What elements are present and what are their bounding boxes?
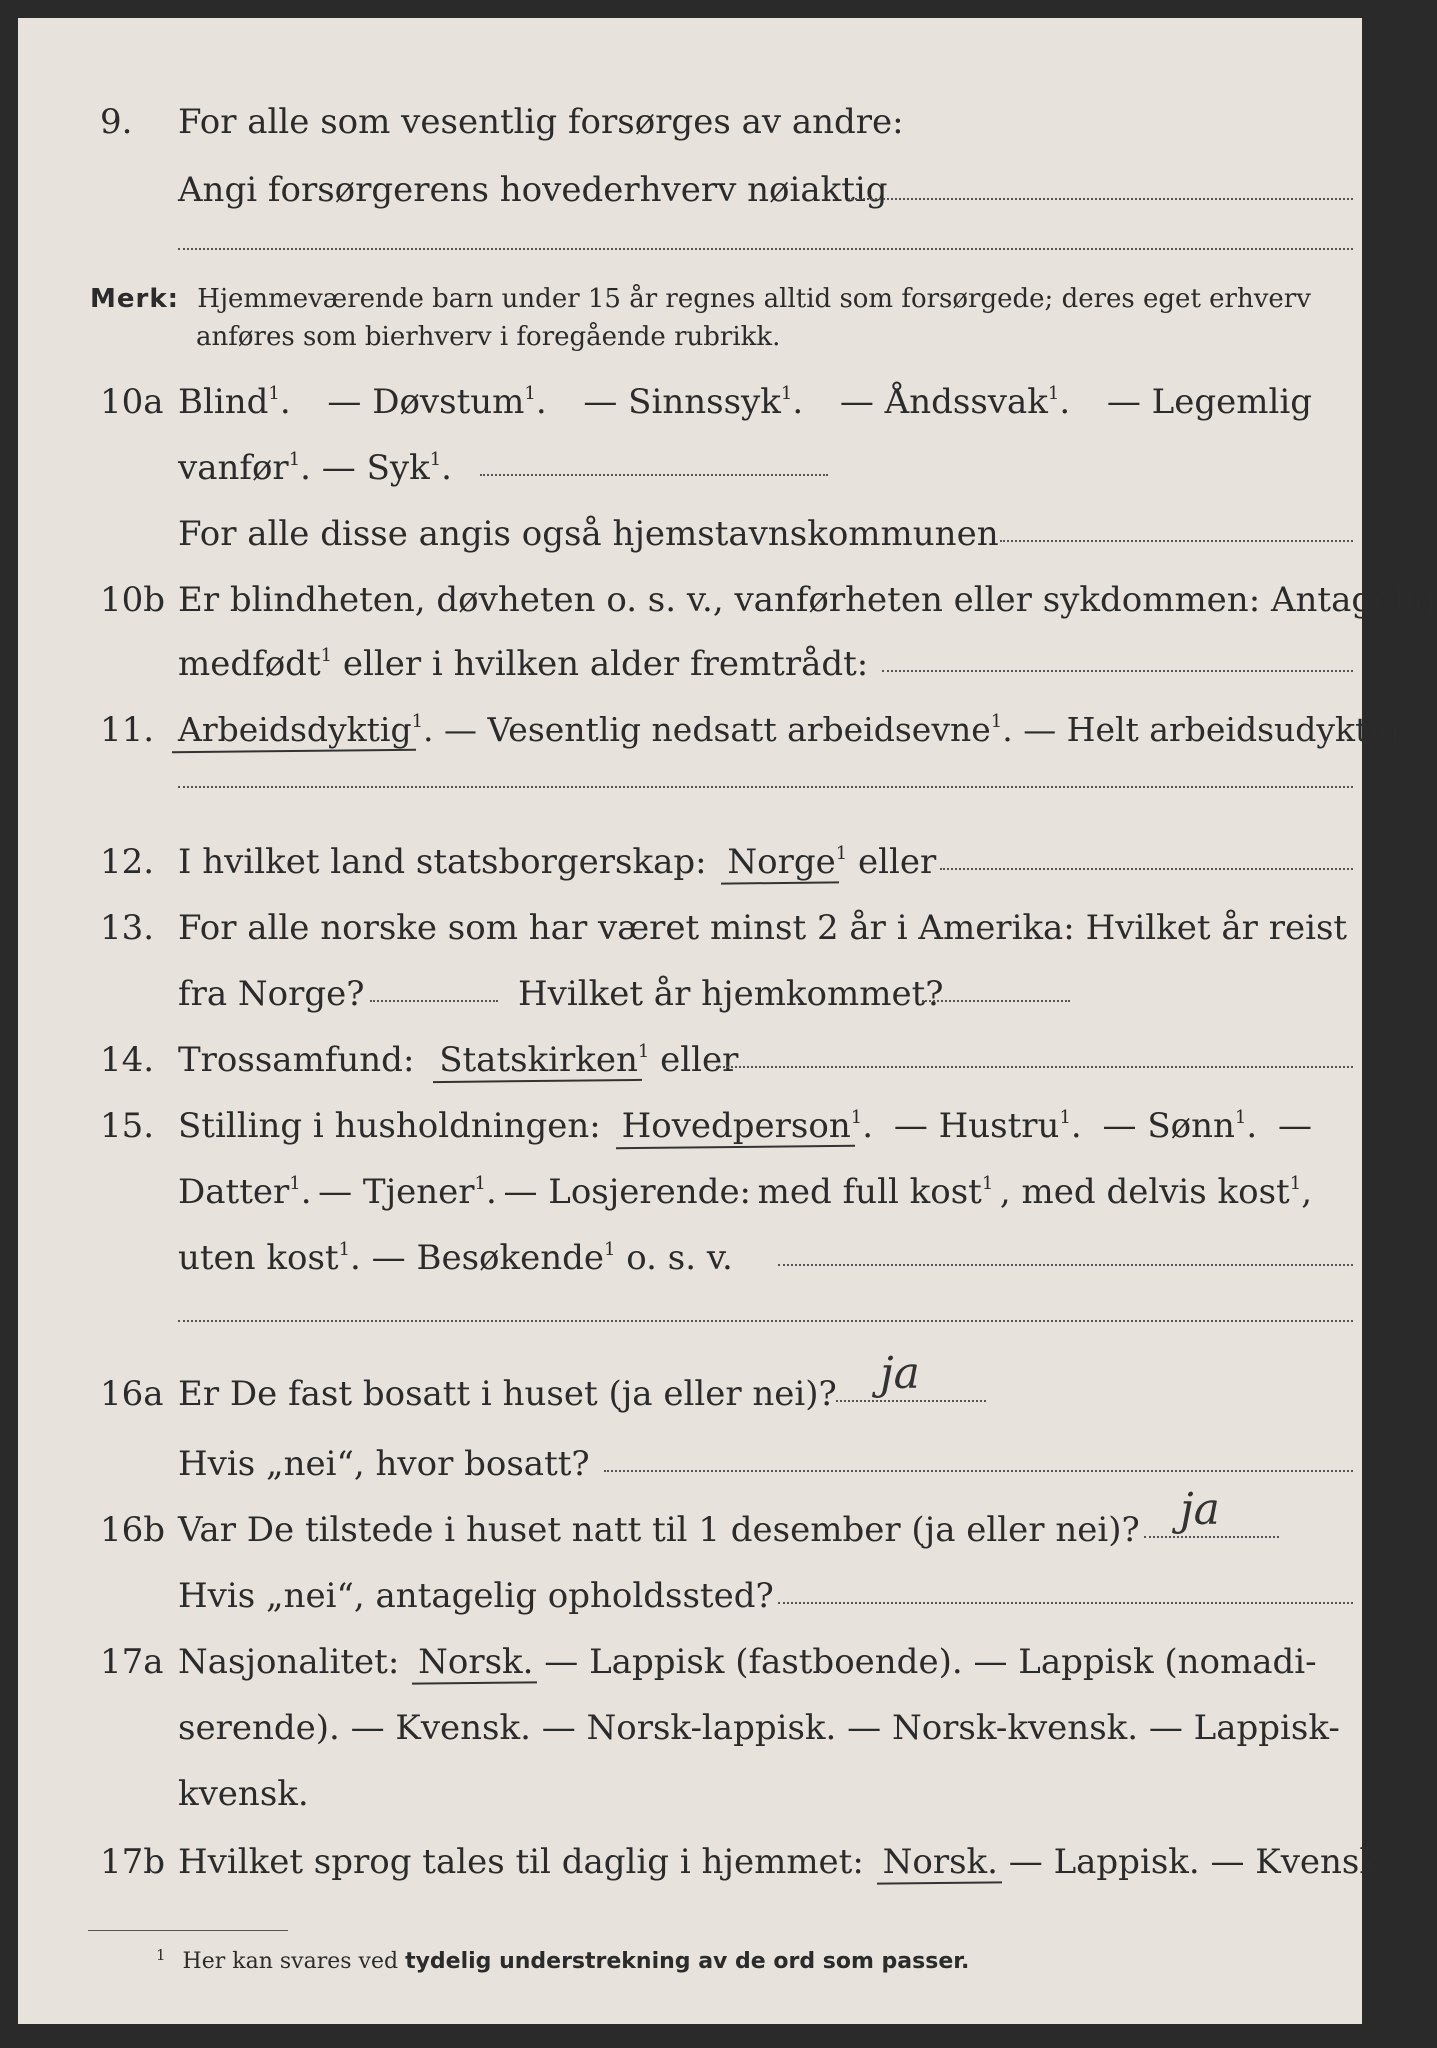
q13-number: 13. <box>100 908 155 948</box>
q9-answer-line-2 <box>178 246 1353 250</box>
q10a-line3 <box>18 508 1362 560</box>
merk-line1: Hjemmeværende barn under 15 år regnes alltid som forsørgede; deres eget erhverv <box>197 284 1311 314</box>
q10b-line2: medfødt$^1$ eller i hvilken alder fremtrådt: <box>178 644 869 684</box>
footnote-bold-text: tydelig understrekning av de ord som passer. <box>405 1949 970 1974</box>
q12-answer-line <box>940 866 1353 870</box>
q10a-legemlig: — Legemlig <box>1106 382 1312 422</box>
q13-reist: fra Norge? <box>178 974 365 1014</box>
q10b-number: 10b <box>100 580 166 620</box>
q15-losjerende: — Losjerende: <box>503 1172 752 1212</box>
merk-note <box>90 280 1311 318</box>
q10a-line1 <box>18 376 1362 428</box>
q17a-options-3: kvensk. <box>178 1774 309 1814</box>
q11-answer-line <box>178 784 1353 788</box>
q15-number: 15. <box>100 1106 155 1146</box>
merk-line2: anføres som bierhverv i foregående rubrikk. <box>196 322 781 352</box>
q11-udyktig: — Helt arbeidsudyktig <box>1023 710 1400 749</box>
q10b-alder: eller i hvilken alder fremtrådt: <box>342 644 869 684</box>
q10a-syk: — Syk <box>321 448 430 488</box>
footnote-rule <box>88 1930 288 1931</box>
q13-hjemkommet: Hvilket år hjemkommet? <box>518 974 944 1014</box>
q17a-options-2: serende). — Kvensk. — Norsk-lappisk. — Norsk-kvensk. — Lappisk- <box>178 1708 1340 1748</box>
q14-tail: eller <box>660 1040 739 1080</box>
q17a-line1 <box>18 1636 1362 1688</box>
q16b-handwritten-answer: ja <box>1180 1484 1220 1535</box>
q14-answer-underlined: Statskirken <box>439 1034 638 1086</box>
footnote <box>156 1946 969 1974</box>
merk-label: Merk: <box>90 284 180 314</box>
q10b-medfodt: medfødt <box>178 644 321 684</box>
q10a-hjemstavn-label: For alle disse angis også hjemstavnskommunen <box>178 514 999 554</box>
q16a-line2 <box>18 1438 1362 1490</box>
q16b-text: Var De tilstede i huset natt til 1 desember (ja eller nei)? <box>178 1510 1140 1550</box>
q12-text: I hvilket land statsborgerskap: <box>178 842 707 882</box>
q9-line1 <box>18 96 1362 148</box>
q16b-number: 16b <box>100 1510 166 1550</box>
q15-datter: Datter$^1$. <box>178 1172 312 1212</box>
q10b-text: Er blindheten, døvheten o. s. v., vanførheten eller sykdommen: Antagelig <box>178 580 1437 620</box>
q15-besokende: — Besøkende <box>371 1238 604 1278</box>
q15-tjener: — Tjener$^1$. <box>318 1172 497 1212</box>
q12-tail: eller <box>858 842 937 882</box>
q10a-andssvak: — Åndssvak$^1$. <box>839 382 1071 422</box>
q16a-number: 16a <box>100 1374 164 1414</box>
q10a-answer-line <box>480 472 828 476</box>
q9-line2 <box>18 164 1362 216</box>
q17b-text: Hvilket sprog tales til daglig i hjemmet: <box>178 1842 864 1882</box>
q14-number: 14. <box>100 1040 155 1080</box>
q11-line: 11. Arbeidsdyktig$^1$. — Vesentlig nedsatt arbeidsevne$^1$. — Helt arbeidsudyktig$^1$. <box>18 704 1362 756</box>
q10b-line1 <box>18 574 1437 626</box>
q17b-answer-underlined: Norsk. <box>883 1836 998 1888</box>
q14-answer-line <box>716 1064 1353 1068</box>
q12-answer-underlined: Norge <box>727 836 835 888</box>
q15-hustru: — Hustru$^1$. <box>893 1106 1082 1146</box>
q17a-line3 <box>18 1768 1362 1820</box>
q15-label: Stilling i husholdningen: <box>178 1106 601 1146</box>
q10a-number: 10a <box>100 382 164 422</box>
q16b-line2 <box>18 1570 1362 1622</box>
q15-answer-line <box>778 1262 1353 1266</box>
q10a-dovstum: — Døvstum$^1$. <box>327 382 547 422</box>
q10a-blind: Blind$^1$. <box>178 382 291 422</box>
q17b-line <box>18 1836 1391 1888</box>
q13-line2 <box>18 968 1362 1020</box>
q16a-bosatt-line <box>604 1468 1353 1472</box>
q10a-sinnssyk: — Sinnssyk$^1$. <box>583 382 804 422</box>
q16a-bosatt: Hvis „nei“, hvor bosatt? <box>178 1444 590 1484</box>
q16a-line1 <box>18 1368 1362 1420</box>
footnote-text: Her kan svares ved <box>182 1949 399 1974</box>
q17b-number: 17b <box>100 1842 166 1882</box>
q9-text: For alle som vesentlig forsørges av andre: <box>178 102 904 142</box>
q15-delvis-kost: , med delvis kost$^1$, <box>999 1172 1312 1212</box>
q16a-text: Er De fast bosatt i huset (ja eller nei)? <box>178 1374 837 1414</box>
q14-line: 14. Trossamfund: Statskirken$^1$ eller <box>18 1034 1362 1086</box>
q14-text: Trossamfund: <box>178 1040 415 1080</box>
q9-occupation-label: Angi forsørgerens hovederhverv nøiaktig <box>178 170 888 210</box>
q10a-hjemstavn-line <box>1000 538 1353 542</box>
q13-text: For alle norske som har været minst 2 år i Amerika: Hvilket år reist <box>178 908 1348 948</box>
q15-full-kost: med full kost$^1$ <box>757 1172 994 1212</box>
q13-reist-line <box>370 998 498 1002</box>
q17a-label: Nasjonalitet: <box>178 1642 400 1682</box>
q17a-options-1: — Lappisk (fastboende). — Lappisk (nomadi- <box>544 1642 1317 1682</box>
q10a-vanfor: vanfør <box>178 448 289 488</box>
q17b-tail: — Lappisk. — Kvensk. <box>1008 1842 1391 1882</box>
q10b-answer-line <box>882 668 1353 672</box>
census-form-page <box>18 18 1437 2024</box>
q15-sonn: — Sønn$^1$. <box>1102 1106 1258 1146</box>
q17a-answer-underlined: Norsk. <box>418 1636 533 1688</box>
q15-hovedperson-underlined: Hovedperson <box>622 1100 851 1152</box>
q15-answer-line-2 <box>178 1318 1353 1322</box>
footnote-mark: 1 <box>156 1946 166 1964</box>
q9-number: 9. <box>100 102 133 142</box>
q16b-opholdssted-line <box>778 1600 1353 1604</box>
q17a-number: 17a <box>100 1642 164 1682</box>
q13-hjemkommet-line <box>922 998 1070 1002</box>
q16b-line1 <box>18 1504 1362 1556</box>
q15-line2 <box>18 1166 1362 1218</box>
q17a-line2 <box>18 1702 1362 1754</box>
q10a-line2: vanfør$^1$. — Syk$^1$. <box>178 448 452 488</box>
q11-arbeidsdyktig-underlined: Arbeidsdyktig <box>178 704 412 756</box>
q15-osv: o. s. v. <box>626 1238 733 1278</box>
q13-line1 <box>18 902 1362 954</box>
q15-uten-kost: uten kost <box>178 1238 339 1278</box>
q11-number: 11. <box>100 710 155 750</box>
q12-number: 12. <box>100 842 155 882</box>
q16b-opholdssted: Hvis „nei“, antagelig opholdssted? <box>178 1576 774 1616</box>
q16a-handwritten-answer: ja <box>880 1348 920 1399</box>
q9-answer-line <box>848 196 1353 200</box>
q11-nedsatt: — Vesentlig nedsatt arbeidsevne <box>444 710 991 749</box>
q15-line1: 15. Stilling i husholdningen: Hovedperson$^1$. — Hustru$^1$. — Sønn$^1$. — <box>18 1100 1362 1152</box>
q12-line: 12. I hvilket land statsborgerskap: Norge$^1$ eller <box>18 836 1362 888</box>
q15-line3: uten kost$^1$. — Besøkende$^1$ o. s. v. <box>178 1238 733 1278</box>
